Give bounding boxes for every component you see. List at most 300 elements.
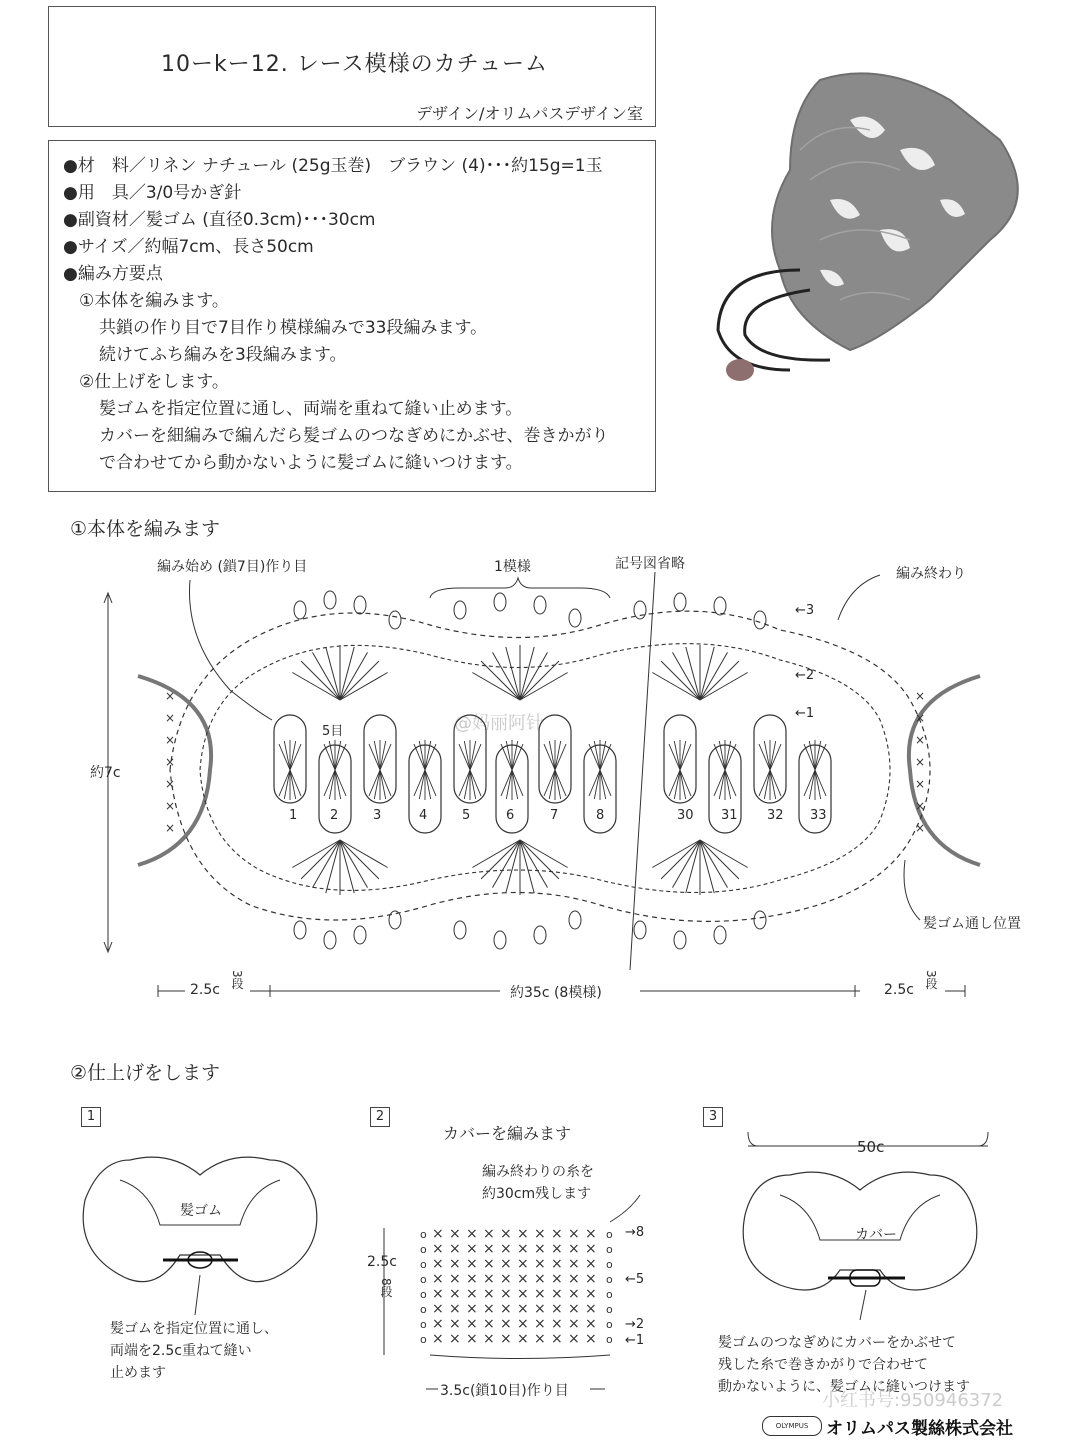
fan-stitch <box>301 840 340 879</box>
oval-fan-stitch <box>680 744 691 770</box>
sc-stitch: × <box>466 1226 478 1242</box>
bottom-watermark: 小红书号:950946372 <box>822 1390 1004 1411</box>
chain-stitch: o <box>606 1228 613 1241</box>
oval-fan-stitch <box>555 770 566 796</box>
picot-stitch <box>674 931 686 949</box>
cover-height-rows: 8段 <box>379 1278 393 1298</box>
step3-note-2: 残した糸で巻きかがりで合わせて <box>718 1357 928 1373</box>
oval-fan-stitch <box>589 770 600 796</box>
sc-stitch: × <box>915 777 926 791</box>
elastic-arc-right <box>909 676 980 865</box>
fan-stitch <box>652 673 700 701</box>
sc-stitch: × <box>585 1241 597 1257</box>
oval-fan-stitch <box>279 770 290 796</box>
oval-fan-stitch <box>470 770 481 796</box>
chain-stitch: o <box>606 1288 613 1301</box>
fan-stitch <box>340 647 354 700</box>
sc-stitch: × <box>568 1301 580 1317</box>
step2-note-2: 約30cm残します <box>482 1186 592 1202</box>
fan-stitch <box>520 840 568 868</box>
oval-fan-stitch <box>470 741 476 770</box>
sc-stitch: × <box>568 1256 580 1272</box>
row-number: 4 <box>419 808 428 823</box>
step3-length-cap-left <box>748 1132 758 1146</box>
fan-stitch <box>493 652 521 700</box>
sc-stitch: × <box>483 1241 495 1257</box>
picot-stitch <box>454 921 466 939</box>
fan-stitch <box>340 840 388 868</box>
fan-stitch <box>520 840 548 888</box>
sc-stitch: × <box>483 1256 495 1272</box>
step3-number: 3 <box>703 1107 723 1127</box>
end-leader-line <box>838 575 880 620</box>
stitch-count-label: 5目 <box>322 724 344 739</box>
step2-number: 2 <box>370 1107 390 1127</box>
oval-fan-stitch <box>549 741 555 770</box>
fan-stitch <box>520 661 559 700</box>
fan-stitch <box>686 840 700 893</box>
chain-stitch: o <box>420 1288 427 1301</box>
chain-stitch: o <box>420 1258 427 1271</box>
oval-fan-stitch <box>290 744 301 770</box>
fan-stitch <box>700 652 728 700</box>
step2-heading: ②仕上げをします。 <box>79 372 229 392</box>
oval-fan-stitch <box>555 744 566 770</box>
elastic-leader-line <box>904 860 920 920</box>
oval-fan-stitch <box>544 744 555 770</box>
row-number: 30 <box>677 808 694 823</box>
picot-stitch <box>494 593 506 611</box>
sc-stitch: × <box>500 1331 512 1347</box>
chain-stitch: o <box>420 1243 427 1256</box>
oval-fan-stitch <box>725 741 731 770</box>
sc-stitch: × <box>517 1316 529 1332</box>
fan-stitch <box>326 647 340 700</box>
sc-stitch: × <box>585 1286 597 1302</box>
sc-stitch: × <box>551 1271 563 1287</box>
fan-stitch <box>700 673 748 701</box>
step2-note-1: 編み終わりの糸を <box>482 1164 594 1180</box>
chain-stitch: o <box>420 1318 427 1331</box>
sc-stitch: × <box>585 1331 597 1347</box>
notions-line: ●副資材／髪ゴム (直径0.3cm)･･･30cm <box>63 210 376 230</box>
fan-stitch <box>673 652 701 700</box>
picot-stitch <box>534 926 546 944</box>
fan-stitch <box>673 840 701 888</box>
row-number: 6 <box>506 808 515 823</box>
sc-stitch: × <box>585 1271 597 1287</box>
oval-fan-stitch <box>680 770 686 799</box>
dim-right: 2.5c <box>884 982 914 998</box>
sc-stitch: × <box>568 1271 580 1287</box>
fan-stitch <box>326 840 340 893</box>
dim-center: 約35c (8模様) <box>510 985 602 1001</box>
picot-stitch <box>714 926 726 944</box>
fan-stitch <box>340 840 368 888</box>
cover-foundation-chain <box>430 1355 610 1359</box>
pattern-repeat-label: 1模様 <box>494 559 531 575</box>
materials-line: ●材 料／リネン ナチュール (25g玉巻) ブラウン (4)･･･約15g=1玉 <box>63 156 603 176</box>
oval-fan-stitch <box>512 770 523 796</box>
sc-stitch: × <box>517 1301 529 1317</box>
sc-stitch: × <box>534 1271 546 1287</box>
sc-stitch: × <box>449 1286 461 1302</box>
oval-fan-stitch <box>290 770 301 796</box>
oval-fan-stitch <box>290 770 296 799</box>
sc-stitch: × <box>449 1316 461 1332</box>
sc-stitch: × <box>500 1316 512 1332</box>
sc-stitch: × <box>534 1286 546 1302</box>
oval-fan-stitch <box>770 770 776 799</box>
step2-line1: 髪ゴムを指定位置に通し、両端を重ねて縫い止めます。 <box>99 399 523 419</box>
fan-stitch <box>686 647 700 700</box>
edge-row-2: ←2 <box>795 668 815 683</box>
fan-stitch <box>340 652 368 700</box>
section2-heading: ②仕上げをします <box>70 1062 221 1084</box>
oval-fan-stitch <box>759 770 770 796</box>
step3-length-cap-right <box>978 1132 988 1146</box>
fan-stitch <box>506 840 520 893</box>
picot-stitch <box>389 911 401 929</box>
step1-note-3: 止めます <box>110 1365 166 1381</box>
step1-line1: 共鎖の作り目で7目作り模様編みで33段編みます。 <box>99 318 488 338</box>
chain-stitch: o <box>606 1273 613 1286</box>
edge-row-1: ←1 <box>795 706 815 721</box>
fan-stitch <box>506 647 520 700</box>
sc-stitch: × <box>165 711 176 725</box>
fan-stitch <box>661 661 700 700</box>
oval-fan-stitch <box>419 741 425 770</box>
fan-stitch <box>301 661 340 700</box>
sc-stitch: × <box>551 1241 563 1257</box>
cover-row-8: →8 <box>625 1225 645 1240</box>
step1-line2: 続けてふち編みを3段編みます。 <box>99 345 347 365</box>
sc-stitch: × <box>165 821 176 835</box>
oval-fan-stitch <box>470 770 476 799</box>
brand-name: オリムパス製絲株式会社 <box>826 1419 1013 1439</box>
sc-stitch: × <box>466 1271 478 1287</box>
sc-stitch: × <box>165 733 176 747</box>
sc-stitch: × <box>915 799 926 813</box>
sc-stitch: × <box>534 1301 546 1317</box>
step3-note-3: 動かないように、髪ゴムに縫いつけます <box>718 1379 970 1395</box>
dim-left-rows: 3段 <box>230 970 244 990</box>
picot-stitch <box>534 596 546 614</box>
fan-stitch <box>313 652 341 700</box>
sc-stitch: × <box>466 1316 478 1332</box>
sc-stitch: × <box>517 1271 529 1287</box>
sc-stitch: × <box>534 1226 546 1242</box>
oval-fan-stitch <box>464 770 470 799</box>
fan-stitch <box>472 840 520 868</box>
step1-note-2: 両端を2.5c重ねて縫い <box>110 1343 252 1359</box>
row-oval <box>664 715 696 803</box>
picot-stitch <box>674 593 686 611</box>
oval-fan-stitch <box>764 741 770 770</box>
olympus-logo <box>762 1416 822 1436</box>
oval-fan-stitch <box>425 770 436 796</box>
height-arrow-top <box>104 593 112 603</box>
oval-fan-stitch <box>380 770 391 796</box>
sc-stitch: × <box>449 1256 461 1272</box>
oval-fan-stitch <box>506 741 512 770</box>
chain-stitch: o <box>420 1273 427 1286</box>
oval-fan-stitch <box>414 770 425 796</box>
oval-fan-stitch <box>594 770 600 799</box>
sc-stitch: × <box>585 1301 597 1317</box>
oval-fan-stitch <box>369 770 380 796</box>
sc-stitch: × <box>551 1256 563 1272</box>
oval-fan-stitch <box>600 744 611 770</box>
sc-stitch: × <box>165 799 176 813</box>
fan-stitch <box>520 840 534 893</box>
oval-fan-stitch <box>506 770 512 799</box>
oval-fan-stitch <box>680 741 686 770</box>
edge-row-3: ←3 <box>795 603 815 618</box>
sc-stitch: × <box>466 1301 478 1317</box>
fan-stitch <box>472 673 520 701</box>
oval-fan-stitch <box>335 770 346 796</box>
picot-stitch <box>354 926 366 944</box>
oval-fan-stitch <box>804 744 815 770</box>
cover-row-2: →2 <box>625 1317 645 1332</box>
oval-fan-stitch <box>669 744 680 770</box>
center-watermark: @妈丽阿针 <box>454 713 544 734</box>
step1-elastic-label: 髪ゴム <box>180 1203 222 1219</box>
sc-stitch: × <box>500 1286 512 1302</box>
omitted-label: 記号図省略 <box>615 556 685 572</box>
sc-stitch: × <box>585 1316 597 1332</box>
picot-stitch <box>569 911 581 929</box>
sc-stitch: × <box>551 1331 563 1347</box>
oval-fan-stitch <box>335 770 341 799</box>
fan-stitch <box>481 661 520 700</box>
fan-stitch <box>661 840 700 879</box>
oval-fan-stitch <box>725 744 736 770</box>
step1-elastic-joint <box>188 1252 212 1268</box>
page-title: 10ーkー12. レース模様のカチューム <box>161 52 548 77</box>
fan-stitch <box>481 840 520 879</box>
cover-yarn-tail <box>610 1195 640 1222</box>
elastic-arc-left <box>138 676 211 865</box>
oval-fan-stitch <box>815 744 826 770</box>
picot-stitch <box>494 931 506 949</box>
picot-stitch <box>634 601 646 619</box>
step2-title: カバーを編みます <box>443 1124 572 1143</box>
oval-fan-stitch <box>815 770 821 799</box>
sc-stitch: × <box>500 1256 512 1272</box>
fan-stitch <box>520 673 568 701</box>
oval-fan-stitch <box>770 770 781 796</box>
oval-fan-stitch <box>555 741 561 770</box>
sc-stitch: × <box>165 689 176 703</box>
row-number: 7 <box>550 808 559 823</box>
elastic-position-label: 髪ゴム通し位置 <box>923 916 1021 932</box>
step1-leader-line <box>195 1275 200 1315</box>
oval-fan-stitch <box>544 770 555 796</box>
picot-stitch <box>454 601 466 619</box>
oval-fan-stitch <box>600 770 611 796</box>
sc-stitch: × <box>915 755 926 769</box>
fan-stitch <box>292 673 340 701</box>
step3-cover <box>850 1270 880 1286</box>
picot-stitch <box>354 596 366 614</box>
row-number: 32 <box>767 808 784 823</box>
oval-fan-stitch <box>804 770 815 796</box>
row-number: 33 <box>810 808 827 823</box>
fan-stitch <box>292 840 340 868</box>
olympus-logo-text: OLYMPUS <box>775 1422 809 1430</box>
picot-stitch <box>714 597 726 615</box>
fan-stitch <box>340 840 379 879</box>
picot-stitch <box>754 611 766 629</box>
fan-stitch <box>700 840 748 868</box>
oval-fan-stitch <box>770 744 781 770</box>
sc-stitch: × <box>165 777 176 791</box>
oval-fan-stitch <box>680 770 691 796</box>
picot-stitch <box>294 601 306 619</box>
cover-row-5: ←5 <box>625 1272 645 1287</box>
sc-stitch: × <box>500 1271 512 1287</box>
sc-stitch: × <box>585 1226 597 1242</box>
step1-heading: ①本体を編みます。 <box>79 291 229 311</box>
fan-stitch <box>340 673 388 701</box>
oval-fan-stitch <box>512 770 518 799</box>
section1-heading: ①本体を編みます <box>70 518 221 540</box>
row-oval <box>274 715 306 803</box>
sc-stitch: × <box>915 689 926 703</box>
sc-stitch: × <box>568 1286 580 1302</box>
row-number: 3 <box>373 808 382 823</box>
sc-stitch: × <box>466 1256 478 1272</box>
oval-fan-stitch <box>470 744 481 770</box>
fan-stitch <box>700 840 728 888</box>
chain-stitch: o <box>606 1303 613 1316</box>
sc-stitch: × <box>483 1226 495 1242</box>
oval-fan-stitch <box>815 741 821 770</box>
row-number: 2 <box>330 808 339 823</box>
oval-fan-stitch <box>284 770 290 799</box>
sc-stitch: × <box>534 1316 546 1332</box>
materials-box <box>48 140 656 492</box>
sc-stitch: × <box>517 1241 529 1257</box>
sc-stitch: × <box>568 1226 580 1242</box>
step3-leader-line <box>860 1290 866 1320</box>
sc-stitch: × <box>551 1226 563 1242</box>
sc-stitch: × <box>500 1301 512 1317</box>
oval-fan-stitch <box>380 741 386 770</box>
sc-stitch: × <box>500 1241 512 1257</box>
oval-fan-stitch <box>369 744 380 770</box>
oval-fan-stitch <box>549 770 555 799</box>
step1-note-1: 髪ゴムを指定位置に通し、 <box>110 1321 278 1337</box>
fan-stitch <box>700 647 714 700</box>
sc-stitch: × <box>517 1256 529 1272</box>
sc-stitch: × <box>432 1331 444 1347</box>
oval-fan-stitch <box>425 770 431 799</box>
oval-fan-stitch <box>284 741 290 770</box>
designer-credit: デザイン/オリムパスデザイン室 <box>416 104 643 123</box>
sc-stitch: × <box>568 1331 580 1347</box>
sc-stitch: × <box>534 1331 546 1347</box>
fan-stitch <box>520 647 534 700</box>
cover-row-1: ←1 <box>625 1333 645 1348</box>
sc-stitch: × <box>551 1286 563 1302</box>
fan-stitch <box>700 840 714 893</box>
sc-stitch: × <box>500 1226 512 1242</box>
sc-stitch: × <box>466 1331 478 1347</box>
oval-fan-stitch <box>414 744 425 770</box>
oval-fan-stitch <box>512 744 523 770</box>
oval-fan-stitch <box>459 744 470 770</box>
sc-stitch: × <box>432 1316 444 1332</box>
oval-fan-stitch <box>714 744 725 770</box>
sc-stitch: × <box>483 1331 495 1347</box>
oval-fan-stitch <box>719 741 725 770</box>
oval-fan-stitch <box>279 744 290 770</box>
sc-stitch: × <box>568 1241 580 1257</box>
fan-stitch <box>520 652 548 700</box>
oval-fan-stitch <box>324 744 335 770</box>
oval-fan-stitch <box>594 741 600 770</box>
dim-left: 2.5c <box>190 982 220 998</box>
sc-stitch: × <box>483 1271 495 1287</box>
chain-stitch: o <box>420 1303 427 1316</box>
oval-fan-stitch <box>600 770 606 799</box>
oval-fan-stitch <box>764 770 770 799</box>
start-leader-line <box>190 580 273 720</box>
sc-stitch: × <box>449 1226 461 1242</box>
oval-fan-stitch <box>329 770 335 799</box>
oval-fan-stitch <box>335 744 346 770</box>
oval-fan-stitch <box>674 741 680 770</box>
chain-stitch: o <box>420 1333 427 1346</box>
oval-fan-stitch <box>501 770 512 796</box>
omitted-leader-line <box>630 572 655 970</box>
row-oval <box>364 715 396 803</box>
sc-stitch: × <box>432 1271 444 1287</box>
chain-stitch: o <box>420 1228 427 1241</box>
picot-stitch <box>754 911 766 929</box>
fan-stitch <box>700 661 739 700</box>
fan-stitch <box>340 840 354 893</box>
end-label: 編み終わり <box>896 566 966 582</box>
oval-fan-stitch <box>669 770 680 796</box>
oval-fan-stitch <box>419 770 425 799</box>
sc-stitch: × <box>915 821 926 835</box>
sc-stitch: × <box>449 1301 461 1317</box>
oval-fan-stitch <box>770 741 776 770</box>
chain-stitch: o <box>606 1318 613 1331</box>
oval-fan-stitch <box>459 770 470 796</box>
step3-note-1: 髪ゴムのつなぎめにカバーをかぶせて <box>718 1335 956 1351</box>
sc-stitch: × <box>568 1316 580 1332</box>
sc-stitch: × <box>551 1301 563 1317</box>
title-box <box>48 6 656 127</box>
oval-fan-stitch <box>809 741 815 770</box>
oval-fan-stitch <box>512 741 518 770</box>
fan-stitch <box>700 840 739 879</box>
sc-stitch: × <box>483 1301 495 1317</box>
cover-width: 3.5c(鎖10目)作り目 <box>440 1383 569 1399</box>
sc-stitch: × <box>449 1241 461 1257</box>
chain-stitch: o <box>606 1333 613 1346</box>
step1-number: 1 <box>81 1107 101 1127</box>
fan-stitch <box>652 840 700 868</box>
oval-fan-stitch <box>425 741 431 770</box>
sc-stitch: × <box>432 1256 444 1272</box>
picot-stitch <box>324 931 336 949</box>
